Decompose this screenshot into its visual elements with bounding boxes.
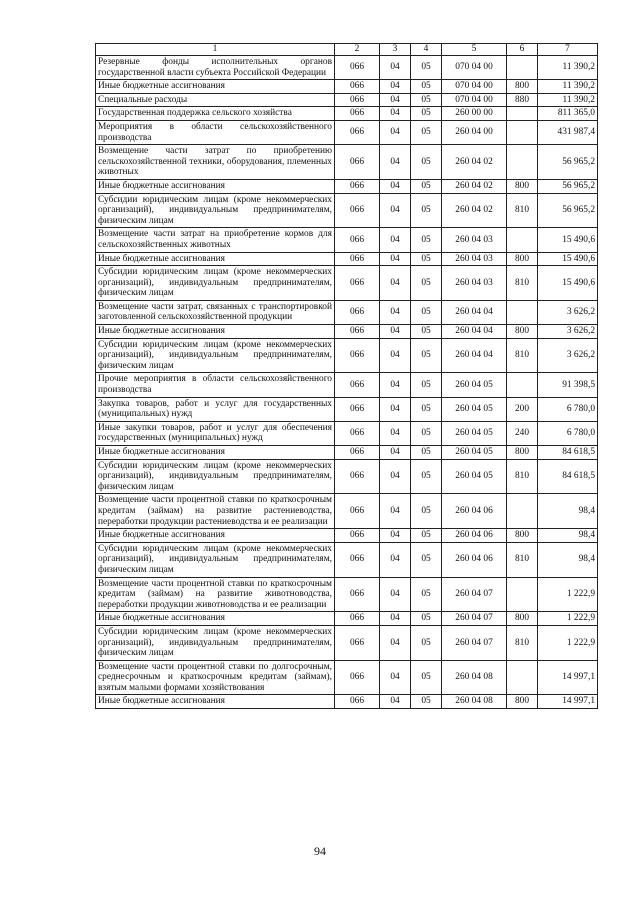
target-article-cell: 260 00 00 — [442, 107, 507, 121]
subsection-code-cell: 05 — [411, 300, 442, 324]
expense-type-cell: 800 — [507, 252, 538, 266]
table-row — [96, 80, 598, 94]
expense-type-cell: 800 — [507, 325, 538, 339]
expense-type-cell: 800 — [507, 80, 538, 94]
amount-cell: 56 965,2 — [538, 145, 598, 180]
table-row — [96, 93, 598, 107]
column-header-row — [96, 44, 598, 56]
amount-cell: 1 222,9 — [538, 625, 598, 660]
target-article-cell: 260 04 07 — [442, 612, 507, 626]
table-row — [96, 266, 598, 301]
grbs-code-cell: 066 — [335, 56, 380, 80]
grbs-code-cell: 066 — [335, 373, 380, 397]
subsection-code-cell: 05 — [411, 397, 442, 421]
table-row — [96, 397, 598, 421]
expense-type-cell: 800 — [507, 446, 538, 460]
target-article-cell: 260 04 05 — [442, 421, 507, 445]
amount-cell: 56 965,2 — [538, 179, 598, 193]
grbs-code-cell: 066 — [335, 625, 380, 660]
section-code-cell: 04 — [380, 577, 411, 612]
grbs-code-cell: 066 — [335, 300, 380, 324]
grbs-code-cell: 066 — [335, 577, 380, 612]
target-article-cell: 260 04 06 — [442, 494, 507, 529]
grbs-code-cell: 066 — [335, 228, 380, 252]
target-article-cell: 070 04 00 — [442, 80, 507, 94]
subsection-code-cell: 05 — [411, 373, 442, 397]
target-article-cell: 260 04 07 — [442, 577, 507, 612]
grbs-code-cell: 066 — [335, 397, 380, 421]
target-article-cell: 070 04 00 — [442, 56, 507, 80]
row-name-cell: Мероприятия в области сельскохозяйственного производства — [96, 120, 335, 144]
target-article-cell: 260 04 03 — [442, 228, 507, 252]
expense-type-cell — [507, 373, 538, 397]
subsection-code-cell: 05 — [411, 179, 442, 193]
target-article-cell: 260 04 02 — [442, 179, 507, 193]
subsection-code-cell: 05 — [411, 325, 442, 339]
section-code-cell: 04 — [380, 228, 411, 252]
column-header: 3 — [380, 44, 411, 56]
expense-type-cell: 810 — [507, 625, 538, 660]
section-code-cell: 04 — [380, 300, 411, 324]
subsection-code-cell: 05 — [411, 56, 442, 80]
table-row — [96, 529, 598, 543]
row-name-cell: Специальные расходы — [96, 93, 335, 107]
grbs-code-cell: 066 — [335, 80, 380, 94]
row-name-cell: Возмещение части затрат, связанных с транспортировкой заготовленной сельскохозяйственной продукции — [96, 300, 335, 324]
grbs-code-cell: 066 — [335, 93, 380, 107]
target-article-cell: 260 04 03 — [442, 252, 507, 266]
expense-type-cell: 810 — [507, 266, 538, 301]
subsection-code-cell: 05 — [411, 446, 442, 460]
expense-type-cell: 800 — [507, 695, 538, 709]
target-article-cell: 070 04 00 — [442, 93, 507, 107]
table-body — [96, 44, 598, 709]
grbs-code-cell: 066 — [335, 107, 380, 121]
column-header: 1 — [96, 44, 335, 56]
table-row — [96, 542, 598, 577]
row-name-cell: Закупка товаров, работ и услуг для государственных (муниципальных) нужд — [96, 397, 335, 421]
expense-type-cell: 200 — [507, 397, 538, 421]
target-article-cell: 260 04 05 — [442, 459, 507, 494]
table-row — [96, 338, 598, 373]
grbs-code-cell: 066 — [335, 695, 380, 709]
subsection-code-cell: 05 — [411, 529, 442, 543]
amount-cell: 3 626,2 — [538, 325, 598, 339]
amount-cell: 84 618,5 — [538, 446, 598, 460]
row-name-cell: Иные бюджетные ассигнования — [96, 612, 335, 626]
target-article-cell: 260 04 06 — [442, 542, 507, 577]
grbs-code-cell: 066 — [335, 266, 380, 301]
section-code-cell: 04 — [380, 193, 411, 228]
row-name-cell: Возмещение части процентной ставки по долгосрочным, среднесрочным и краткосрочным кредитам (займам), взятым малыми формами хозяйствования — [96, 660, 335, 695]
table-row — [96, 228, 598, 252]
subsection-code-cell: 05 — [411, 612, 442, 626]
grbs-code-cell: 066 — [335, 338, 380, 373]
expense-type-cell: 240 — [507, 421, 538, 445]
amount-cell: 11 390,2 — [538, 93, 598, 107]
amount-cell: 14 997,1 — [538, 660, 598, 695]
section-code-cell: 04 — [380, 421, 411, 445]
amount-cell: 15 490,6 — [538, 252, 598, 266]
section-code-cell: 04 — [380, 179, 411, 193]
section-code-cell: 04 — [380, 695, 411, 709]
table-row — [96, 193, 598, 228]
grbs-code-cell: 066 — [335, 529, 380, 543]
section-code-cell: 04 — [380, 120, 411, 144]
table-row — [96, 494, 598, 529]
subsection-code-cell: 05 — [411, 625, 442, 660]
section-code-cell: 04 — [380, 373, 411, 397]
expense-type-cell: 810 — [507, 459, 538, 494]
budget-table — [95, 43, 598, 709]
target-article-cell: 260 04 06 — [442, 529, 507, 543]
section-code-cell: 04 — [380, 56, 411, 80]
subsection-code-cell: 05 — [411, 252, 442, 266]
amount-cell: 1 222,9 — [538, 612, 598, 626]
grbs-code-cell: 066 — [335, 459, 380, 494]
section-code-cell: 04 — [380, 93, 411, 107]
section-code-cell: 04 — [380, 325, 411, 339]
amount-cell: 11 390,2 — [538, 56, 598, 80]
table-row — [96, 107, 598, 121]
subsection-code-cell: 05 — [411, 120, 442, 144]
section-code-cell: 04 — [380, 107, 411, 121]
table-row — [96, 120, 598, 144]
expense-type-cell — [507, 494, 538, 529]
expense-type-cell: 800 — [507, 612, 538, 626]
section-code-cell: 04 — [380, 494, 411, 529]
amount-cell: 98,4 — [538, 494, 598, 529]
grbs-code-cell: 066 — [335, 612, 380, 626]
table-row — [96, 577, 598, 612]
subsection-code-cell: 05 — [411, 660, 442, 695]
row-name-cell: Субсидии юридическим лицам (кроме некоммерческих организаций), индивидуальным предпринимателям, физическим лицам — [96, 459, 335, 494]
amount-cell: 6 780,0 — [538, 397, 598, 421]
subsection-code-cell: 05 — [411, 107, 442, 121]
amount-cell: 15 490,6 — [538, 266, 598, 301]
row-name-cell: Субсидии юридическим лицам (кроме некоммерческих организаций), индивидуальным предпринимателям, физическим лицам — [96, 625, 335, 660]
grbs-code-cell: 066 — [335, 120, 380, 144]
document-page — [95, 43, 597, 709]
subsection-code-cell: 05 — [411, 145, 442, 180]
column-header: 4 — [411, 44, 442, 56]
subsection-code-cell: 05 — [411, 80, 442, 94]
section-code-cell: 04 — [380, 252, 411, 266]
grbs-code-cell: 066 — [335, 193, 380, 228]
row-name-cell: Возмещение части процентной ставки по краткосрочным кредитам (займам) на развитие животноводства, переработки продукции животноводства и ее реализации — [96, 577, 335, 612]
table-row — [96, 373, 598, 397]
expense-type-cell: 810 — [507, 193, 538, 228]
subsection-code-cell: 05 — [411, 494, 442, 529]
table-row — [96, 446, 598, 460]
table-row — [96, 56, 598, 80]
target-article-cell: 260 04 04 — [442, 325, 507, 339]
row-name-cell: Иные бюджетные ассигнования — [96, 252, 335, 266]
amount-cell: 11 390,2 — [538, 80, 598, 94]
target-article-cell: 260 04 08 — [442, 660, 507, 695]
section-code-cell: 04 — [380, 542, 411, 577]
row-name-cell: Возмещение части затрат на приобретение кормов для сельскохозяйственных животных — [96, 228, 335, 252]
target-article-cell: 260 04 05 — [442, 397, 507, 421]
section-code-cell: 04 — [380, 660, 411, 695]
table-row — [96, 325, 598, 339]
subsection-code-cell: 05 — [411, 421, 442, 445]
expense-type-cell — [507, 145, 538, 180]
expense-type-cell — [507, 228, 538, 252]
target-article-cell: 260 04 04 — [442, 338, 507, 373]
section-code-cell: 04 — [380, 529, 411, 543]
expense-type-cell: 880 — [507, 93, 538, 107]
section-code-cell: 04 — [380, 145, 411, 180]
row-name-cell: Иные бюджетные ассигнования — [96, 529, 335, 543]
amount-cell: 98,4 — [538, 529, 598, 543]
amount-cell: 6 780,0 — [538, 421, 598, 445]
page-number: 94 — [314, 844, 326, 858]
table-row — [96, 660, 598, 695]
row-name-cell: Иные бюджетные ассигнования — [96, 325, 335, 339]
subsection-code-cell: 05 — [411, 193, 442, 228]
expense-type-cell: 810 — [507, 338, 538, 373]
subsection-code-cell: 05 — [411, 542, 442, 577]
amount-cell: 14 997,1 — [538, 695, 598, 709]
grbs-code-cell: 066 — [335, 252, 380, 266]
table-row — [96, 625, 598, 660]
target-article-cell: 260 04 07 — [442, 625, 507, 660]
grbs-code-cell: 066 — [335, 145, 380, 180]
expense-type-cell — [507, 107, 538, 121]
grbs-code-cell: 066 — [335, 494, 380, 529]
target-article-cell: 260 04 00 — [442, 120, 507, 144]
row-name-cell: Иные бюджетные ассигнования — [96, 695, 335, 709]
row-name-cell: Субсидии юридическим лицам (кроме некоммерческих организаций), индивидуальным предпринимателям, физическим лицам — [96, 542, 335, 577]
subsection-code-cell: 05 — [411, 266, 442, 301]
target-article-cell: 260 04 08 — [442, 695, 507, 709]
expense-type-cell: 800 — [507, 179, 538, 193]
section-code-cell: 04 — [380, 612, 411, 626]
section-code-cell: 04 — [380, 397, 411, 421]
row-name-cell: Субсидии юридическим лицам (кроме некоммерческих организаций), индивидуальным предпринимателям, физическим лицам — [96, 193, 335, 228]
amount-cell: 15 490,6 — [538, 228, 598, 252]
table-row — [96, 252, 598, 266]
target-article-cell: 260 04 05 — [442, 373, 507, 397]
grbs-code-cell: 066 — [335, 421, 380, 445]
subsection-code-cell: 05 — [411, 459, 442, 494]
amount-cell: 3 626,2 — [538, 338, 598, 373]
target-article-cell: 260 04 03 — [442, 266, 507, 301]
table-row — [96, 421, 598, 445]
row-name-cell: Государственная поддержка сельского хозяйства — [96, 107, 335, 121]
amount-cell: 431 987,4 — [538, 120, 598, 144]
grbs-code-cell: 066 — [335, 660, 380, 695]
amount-cell: 3 626,2 — [538, 300, 598, 324]
subsection-code-cell: 05 — [411, 93, 442, 107]
grbs-code-cell: 066 — [335, 179, 380, 193]
row-name-cell: Прочие мероприятия в области сельскохозяйственного производства — [96, 373, 335, 397]
expense-type-cell: 800 — [507, 529, 538, 543]
row-name-cell: Иные закупки товаров, работ и услуг для обеспечения государственных (муниципальных) нужд — [96, 421, 335, 445]
table-row — [96, 459, 598, 494]
amount-cell: 1 222,9 — [538, 577, 598, 612]
row-name-cell: Иные бюджетные ассигнования — [96, 179, 335, 193]
section-code-cell: 04 — [380, 266, 411, 301]
expense-type-cell — [507, 120, 538, 144]
grbs-code-cell: 066 — [335, 542, 380, 577]
amount-cell: 91 398,5 — [538, 373, 598, 397]
expense-type-cell: 810 — [507, 542, 538, 577]
grbs-code-cell: 066 — [335, 325, 380, 339]
subsection-code-cell: 05 — [411, 338, 442, 373]
row-name-cell: Иные бюджетные ассигнования — [96, 80, 335, 94]
column-header: 5 — [442, 44, 507, 56]
section-code-cell: 04 — [380, 80, 411, 94]
amount-cell: 56 965,2 — [538, 193, 598, 228]
amount-cell: 98,4 — [538, 542, 598, 577]
table-row — [96, 179, 598, 193]
expense-type-cell — [507, 577, 538, 612]
row-name-cell: Иные бюджетные ассигнования — [96, 446, 335, 460]
row-name-cell: Субсидии юридическим лицам (кроме некоммерческих организаций), индивидуальным предпринимателям, физическим лицам — [96, 338, 335, 373]
column-header: 7 — [538, 44, 598, 56]
row-name-cell: Субсидии юридическим лицам (кроме некоммерческих организаций), индивидуальным предпринимателям, физическим лицам — [96, 266, 335, 301]
section-code-cell: 04 — [380, 625, 411, 660]
row-name-cell: Возмещение части процентной ставки по краткосрочным кредитам (займам) на развитие растениеводства, переработки продукции растениеводства и ее реализации — [96, 494, 335, 529]
section-code-cell: 04 — [380, 446, 411, 460]
section-code-cell: 04 — [380, 338, 411, 373]
table-row — [96, 695, 598, 709]
column-header: 6 — [507, 44, 538, 56]
target-article-cell: 260 04 04 — [442, 300, 507, 324]
expense-type-cell — [507, 660, 538, 695]
section-code-cell: 04 — [380, 459, 411, 494]
subsection-code-cell: 05 — [411, 228, 442, 252]
grbs-code-cell: 066 — [335, 446, 380, 460]
table-row — [96, 300, 598, 324]
target-article-cell: 260 04 02 — [442, 145, 507, 180]
target-article-cell: 260 04 02 — [442, 193, 507, 228]
column-header: 2 — [335, 44, 380, 56]
subsection-code-cell: 05 — [411, 695, 442, 709]
subsection-code-cell: 05 — [411, 577, 442, 612]
row-name-cell: Резервные фонды исполнительных органов государственной власти субъекта Российской Федерации — [96, 56, 335, 80]
amount-cell: 811 365,0 — [538, 107, 598, 121]
target-article-cell: 260 04 05 — [442, 446, 507, 460]
table-row — [96, 612, 598, 626]
row-name-cell: Возмещение части затрат по приобретению сельскохозяйственной техники, оборудования, племенных животных — [96, 145, 335, 180]
amount-cell: 84 618,5 — [538, 459, 598, 494]
expense-type-cell — [507, 56, 538, 80]
table-row — [96, 145, 598, 180]
expense-type-cell — [507, 300, 538, 324]
